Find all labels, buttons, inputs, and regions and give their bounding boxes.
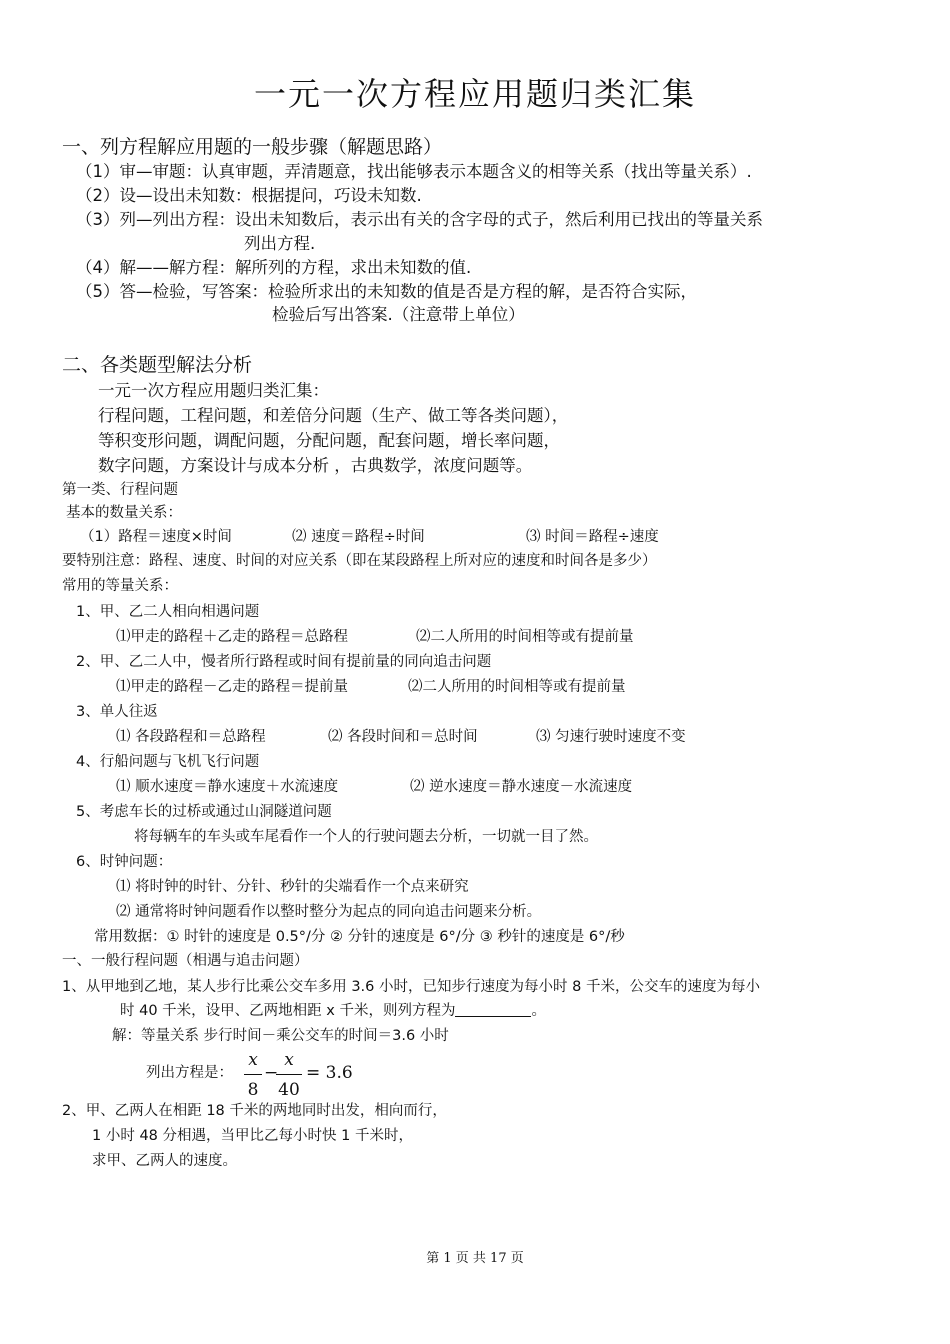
- problem-1-solution: 解：等量关系 步行时间－乘公交车的时间＝3.6 小时: [112, 1028, 449, 1044]
- item-3-b: ⑵ 各段时间和＝总时间: [328, 729, 478, 745]
- item-4-a: ⑴ 顺水速度＝静水速度＋水流速度: [116, 779, 339, 795]
- category-travel: 第一类、行程问题: [62, 482, 178, 498]
- item-1-title: 1、甲、乙二人相向相遇问题: [76, 604, 260, 620]
- equation-label: 列出方程是：: [146, 1065, 233, 1081]
- fraction-2-bar: [276, 1074, 302, 1075]
- intro-line-1: 一元一次方程应用题归类汇集：: [98, 381, 329, 400]
- intro-line-2: 行程问题，工程问题，和差倍分问题（生产、做工等各类问题），: [98, 406, 569, 425]
- problem-2-line-2: 1 小时 48 分相遇，当甲比乙每小时快 1 千米时，: [92, 1128, 413, 1144]
- basic-relations-label: 基本的数量关系：: [66, 505, 182, 521]
- step-1: （1）审—审题：认真审题，弄清题意，找出能够表示本题含义的相等关系（找出等量关系）.: [76, 162, 752, 181]
- equation-rhs: = 3.6: [306, 1063, 353, 1083]
- item-1-a: ⑴甲走的路程＋乙走的路程＝总路程: [116, 629, 348, 645]
- item-6-title: 6、时钟问题：: [76, 854, 173, 870]
- step-3: （3）列—列出方程：设出未知数后，表示出有关的含字母的式子，然后利用已找出的等量关系: [76, 210, 763, 229]
- problem-1-line-2: [120, 1004, 546, 1019]
- fraction-1-denominator: 8: [247, 1080, 259, 1100]
- step-4: （4）解——解方程：解所列的方程，求出未知数的值.: [76, 258, 472, 277]
- item-2-title: 2、甲、乙二人中，慢者所行路程或时间有提前量的同向追击问题: [76, 654, 492, 670]
- item-6-a: ⑴ 将时钟的时针、分针、秒针的尖端看作一个点来研究: [116, 879, 469, 895]
- intro-line-3: 等积变形问题，调配问题，分配问题，配套问题，增长率问题，: [98, 431, 560, 450]
- fraction-1-bar: [244, 1074, 262, 1075]
- item-4-b: ⑵ 逆水速度＝静水速度－水流速度: [410, 779, 633, 795]
- problem-2-line-1: 2、甲、乙两人在相距 18 千米的两地同时出发，相向而行，: [62, 1103, 447, 1119]
- problems-heading: 一、一般行程问题（相遇与追击问题）: [62, 953, 309, 969]
- basic-relation-3: ⑶ 时间＝路程÷速度: [526, 529, 659, 545]
- step-5: （5）答—检验，写答案：检验所求出的未知数的值是否是方程的解，是否符合实际，: [76, 282, 697, 301]
- attention-note: 要特别注意：路程、速度、时间的对应关系（即在某段路程上所对应的速度和时间各是多少）: [62, 553, 657, 569]
- step-3-cont: 列出方程.: [244, 234, 316, 253]
- fraction-2-denominator: 40: [278, 1080, 300, 1100]
- fraction-2-numerator: x: [284, 1050, 294, 1070]
- common-relations-label: 常用的等量关系：: [62, 578, 178, 594]
- fraction-1-numerator: x: [248, 1050, 258, 1070]
- item-1-b: ⑵二人所用的时间相等或有提前量: [416, 629, 634, 645]
- page-footer: 第 1 页 共 17 页: [426, 1251, 524, 1266]
- item-2-a: ⑴甲走的路程－乙走的路程＝提前量: [116, 679, 348, 695]
- common-data: 常用数据：① 时针的速度是 0.5°/分 ② 分针的速度是 6°/分 ③ 秒针的速度是 6°/秒: [94, 929, 625, 945]
- basic-relation-2: ⑵ 速度＝路程÷时间: [292, 529, 425, 545]
- item-3-c: ⑶ 匀速行驶时速度不变: [536, 729, 686, 745]
- problem-2-line-3: 求甲、乙两人的速度。: [92, 1153, 237, 1169]
- section1-heading: 一、列方程解应用题的一般步骤（解题思路）: [62, 136, 443, 158]
- item-5-title: 5、考虑车长的过桥或通过山洞隧道问题: [76, 804, 332, 820]
- item-2-b: ⑵二人所用的时间相等或有提前量: [408, 679, 626, 695]
- fraction-x-over-40: [276, 1050, 302, 1100]
- problem-1-line-2-end: 。: [531, 1003, 546, 1019]
- page-title: 一元一次方程应用题归类汇集: [253, 75, 696, 113]
- problem-1-line-2-text: 时 40 千米，设甲、乙两地相距 x 千米，则列方程为: [120, 1003, 456, 1019]
- item-6-b: ⑵ 通常将时钟问题看作以整时整分为起点的同向追击问题来分析。: [116, 904, 542, 920]
- minus-sign: −: [264, 1063, 279, 1083]
- item-5-desc: 将每辆车的车头或车尾看作一个人的行驶问题去分析，一切就一目了然。: [134, 829, 598, 845]
- item-3-a: ⑴ 各段路程和＝总路程: [116, 729, 266, 745]
- basic-relation-1: （1）路程＝速度×时间: [80, 529, 232, 545]
- intro-line-4: 数字问题，方案设计与成本分析 ，古典数学，浓度问题等。: [98, 456, 533, 475]
- section2-heading: 二、各类题型解法分析: [62, 354, 253, 376]
- item-4-title: 4、行船问题与飞机飞行问题: [76, 754, 260, 770]
- item-3-title: 3、单人往返: [76, 704, 158, 720]
- fraction-x-over-8: [244, 1050, 262, 1100]
- step-2: （2）设—设出未知数：根据提问，巧设未知数.: [76, 186, 422, 205]
- step-5-cont: 检验后写出答案.（注意带上单位）: [272, 305, 525, 324]
- problem-1-line-1: 1、从甲地到乙地，某人步行比乘公交车多用 3.6 小时，已知步行速度为每小时 8 千米，公交车的速度为每小: [62, 979, 760, 995]
- answer-blank: [455, 1016, 531, 1017]
